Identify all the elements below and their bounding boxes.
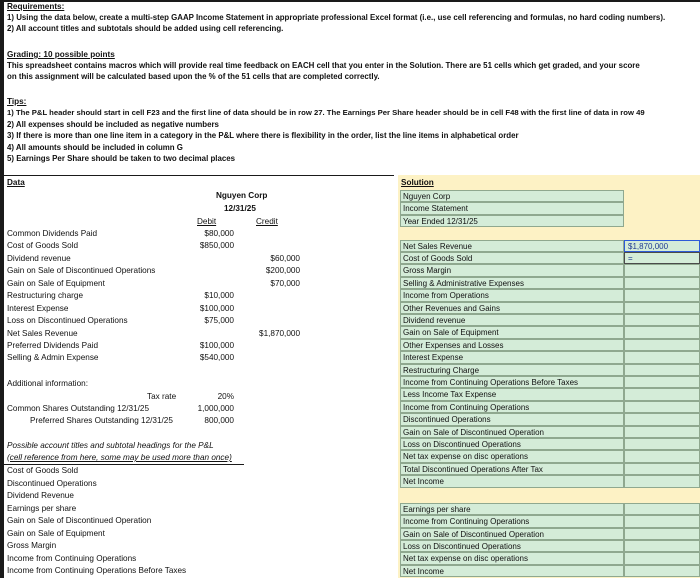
requirement-line-2: 2) All account titles and subtotals should be added using cell referencing.	[7, 24, 284, 33]
data-credit: $200,000	[265, 266, 300, 275]
common-shares-value: 1,000,000	[197, 404, 234, 413]
pl-row[interactable]: Income from Continuing Operations Before Taxes	[400, 376, 624, 388]
data-label: Data	[7, 178, 25, 187]
tax-rate-label: Tax rate	[147, 392, 177, 401]
data-top-border	[4, 175, 394, 176]
eps-row[interactable]: Income from Continuing Operations	[400, 515, 624, 527]
pl-value-cell[interactable]	[624, 376, 700, 388]
pl-row[interactable]: Total Discontinued Operations After Tax	[400, 463, 624, 475]
pl-row[interactable]: Net Income	[400, 475, 624, 487]
possible-titles-heading: Possible account titles and subtotal headings for the P&L	[7, 441, 214, 450]
eps-value-cell[interactable]	[624, 515, 700, 527]
grading-title: Grading: 10 possible points	[7, 50, 115, 59]
list-item: Gross Margin	[7, 541, 57, 550]
left-edge-bar	[0, 0, 4, 578]
pl-value-cell[interactable]	[624, 351, 700, 363]
possible-titles-subheading: (cell reference from here, some may be used more than once)	[7, 453, 232, 462]
pl-row[interactable]: Net Sales Revenue	[400, 240, 624, 252]
data-account: Net Sales Revenue	[7, 329, 78, 338]
data-debit: $850,000	[199, 241, 234, 250]
data-company-name: Nguyen Corp	[216, 191, 268, 200]
credit-header: Credit	[256, 217, 278, 226]
grading-line-1: This spreadsheet contains macros which will provide real time feedback on EACH cell that you enter in the Solution. There are 51 cells which get graded, and your score	[7, 61, 640, 70]
pl-row[interactable]: Discontinued Operations	[400, 413, 624, 425]
pl-row[interactable]: Income from Continuing Operations	[400, 401, 624, 413]
data-debit: $10,000	[204, 291, 234, 300]
data-debit: $100,000	[199, 304, 234, 313]
pl-row[interactable]: Gain on Sale of Discontinued Operation	[400, 426, 624, 438]
eps-row[interactable]: Net Income	[400, 565, 624, 577]
pl-value-cell[interactable]	[624, 388, 700, 400]
pl-row[interactable]: Selling & Administrative Expenses	[400, 277, 624, 289]
data-debit: $540,000	[199, 353, 234, 362]
pl-value-cell[interactable]	[624, 339, 700, 351]
eps-value-cell[interactable]	[624, 528, 700, 540]
solution-statement-cell[interactable]: Income Statement	[400, 202, 624, 214]
data-credit: $1,870,000	[259, 329, 300, 338]
cogs-value-cell[interactable]: =	[624, 252, 700, 264]
list-item: Earnings per share	[7, 504, 77, 513]
data-account: Selling & Admin Expense	[7, 353, 99, 362]
tax-rate-value: 20%	[217, 392, 234, 401]
list-item: Income from Continuing Operations Before Taxes	[7, 566, 187, 575]
pl-row[interactable]: Less Income Tax Expense	[400, 388, 624, 400]
preferred-shares-value: 800,000	[204, 416, 234, 425]
debit-header: Debit	[197, 217, 217, 226]
pl-value-cell[interactable]	[624, 475, 700, 487]
solution-label: Solution	[401, 178, 434, 187]
pl-row[interactable]: Other Revenues and Gains	[400, 302, 624, 314]
solution-period-cell[interactable]: Year Ended 12/31/25	[400, 215, 624, 227]
pl-row[interactable]: Loss on Discontinued Operations	[400, 438, 624, 450]
pl-value-cell[interactable]	[624, 314, 700, 326]
pl-row[interactable]: Gain on Sale of Equipment	[400, 326, 624, 338]
pl-row[interactable]: Other Expenses and Losses	[400, 339, 624, 351]
pl-value-cell[interactable]	[624, 364, 700, 376]
pl-value-cell[interactable]	[624, 289, 700, 301]
tip-line-1: 1) The P&L header should start in cell F23 and the first line of data should be in row 27. The Earnings Per Share header should be in cell F48 with the first line of data in row 49	[7, 108, 645, 117]
common-shares-label: Common Shares Outstanding 12/31/25	[7, 404, 150, 413]
data-account: Gain on Sale of Equipment	[7, 279, 105, 288]
requirements-title: Requirements:	[7, 2, 65, 11]
tip-line-3: 3) If there is more than one line item in a category in the P&L where there is flexibility in the order, list the line items in alphabetical order	[7, 131, 519, 140]
data-account: Dividend revenue	[7, 254, 71, 263]
list-item: Income from Continuing Operations	[7, 554, 137, 563]
grading-line-2: on this assignment will be calculated based upon the % of the 51 cells that are completed correctly.	[7, 72, 380, 81]
pl-value-cell[interactable]	[624, 426, 700, 438]
eps-value-cell[interactable]	[624, 565, 700, 577]
data-credit: $70,000	[270, 279, 300, 288]
data-account: Restructuring charge	[7, 291, 83, 300]
data-date: 12/31/25	[224, 204, 256, 213]
pl-value-cell[interactable]	[624, 264, 700, 276]
requirement-line-1: 1) Using the data below, create a multi-step GAAP Income Statement in appropriate professional Excel format (i.e., use cell referencing and formulas, no hard coding numbers).	[7, 13, 666, 22]
data-debit: $100,000	[199, 341, 234, 350]
data-account: Interest Expense	[7, 304, 69, 313]
eps-row[interactable]: Net tax expense on disc operations	[400, 552, 624, 564]
data-account: Cost of Goods Sold	[7, 241, 78, 250]
tip-line-2: 2) All expenses should be included as negative numbers	[7, 120, 219, 129]
additional-info-label: Additional information:	[7, 379, 89, 388]
pl-row[interactable]: Restructuring Charge	[400, 364, 624, 376]
pl-value-cell[interactable]	[624, 401, 700, 413]
eps-value-cell[interactable]	[624, 503, 700, 515]
list-item: Gain on Sale of Equipment	[7, 529, 105, 538]
eps-row[interactable]: Gain on Sale of Discontinued Operation	[400, 528, 624, 540]
top-edge-line	[4, 0, 700, 2]
pl-value-cell[interactable]	[624, 438, 700, 450]
possible-list-divider	[4, 464, 244, 465]
pl-value-cell[interactable]	[624, 463, 700, 475]
tip-line-4: 4) All amounts should be included in column G	[7, 143, 183, 152]
data-debit: $75,000	[204, 316, 234, 325]
solution-company-cell[interactable]: Nguyen Corp	[400, 190, 624, 202]
list-item: Dividend Revenue	[7, 491, 74, 500]
data-account: Loss on Discontinued Operations	[7, 316, 128, 325]
pl-row[interactable]: Net tax expense on disc operations	[400, 450, 624, 462]
pl-row[interactable]: Gross Margin	[400, 264, 624, 276]
tip-line-5: 5) Earnings Per Share should be taken to two decimal places	[7, 154, 236, 163]
tips-title: Tips:	[7, 97, 27, 106]
data-debit: $80,000	[204, 229, 234, 238]
eps-row[interactable]: Loss on Discontinued Operations	[400, 540, 624, 552]
pl-row[interactable]: Interest Expense	[400, 351, 624, 363]
list-item: Gain on Sale of Discontinued Operation	[7, 516, 152, 525]
pl-row[interactable]: Dividend revenue	[400, 314, 624, 326]
eps-value-cell[interactable]	[624, 540, 700, 552]
list-item: Cost of Goods Sold	[7, 466, 78, 475]
net-sales-value-cell[interactable]: $1,870,000	[624, 240, 700, 252]
pl-value-cell[interactable]	[624, 413, 700, 425]
eps-value-cell[interactable]	[624, 552, 700, 564]
data-account: Common Dividends Paid	[7, 229, 98, 238]
pl-value-cell[interactable]	[624, 302, 700, 314]
pl-value-cell[interactable]	[624, 277, 700, 289]
data-account: Preferred Dividends Paid	[7, 341, 99, 350]
pl-row[interactable]: Income from Operations	[400, 289, 624, 301]
pl-value-cell[interactable]	[624, 326, 700, 338]
data-credit: $60,000	[270, 254, 300, 263]
preferred-shares-label: Preferred Shares Outstanding 12/31/25	[30, 416, 173, 425]
pl-row[interactable]: Cost of Goods Sold	[400, 252, 624, 264]
data-account: Gain on Sale of Discontinued Operations	[7, 266, 156, 275]
pl-value-cell[interactable]	[624, 450, 700, 462]
list-item: Discontinued Operations	[7, 479, 97, 488]
eps-row[interactable]: Earnings per share	[400, 503, 624, 515]
